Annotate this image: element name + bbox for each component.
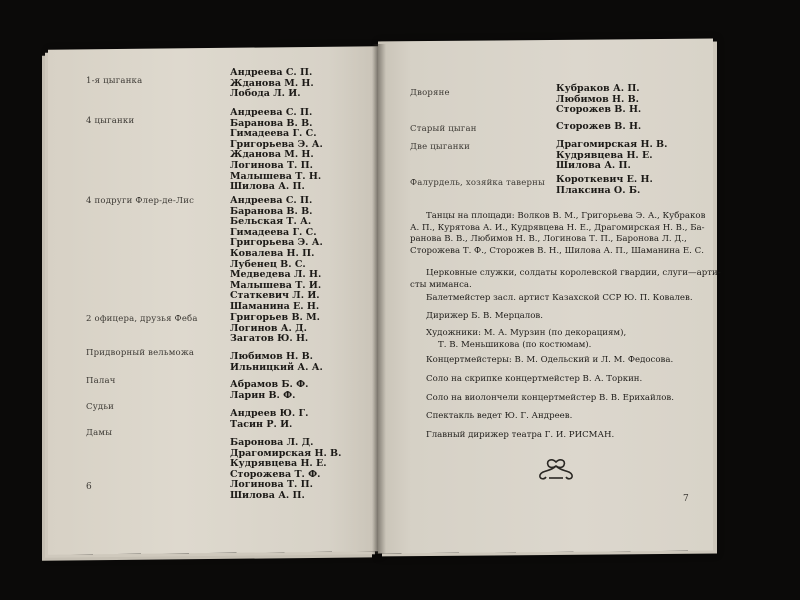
credits-paragraph (426, 328, 626, 351)
role-label: Придворный вельможа (86, 348, 195, 358)
role-label: Судьи (86, 402, 115, 412)
cast-name: Статкевич Л. И. (230, 290, 320, 302)
cast-name: Шаманина Е. Н. (230, 300, 320, 312)
role-label: Старый цыган (410, 124, 477, 134)
paragraph-line: А. П., Курятова А. И., Кудрявцева Н. Е., Драгомирская Н. В., Ба- (410, 222, 705, 233)
cast-names (230, 68, 314, 100)
paragraph-line: сты миманса. (410, 279, 472, 290)
cast-name: Шилова А. П. (230, 489, 305, 501)
cast-names (556, 84, 641, 116)
cast-name: Ларин В. Ф. (230, 389, 296, 401)
role-label: 4 подруги Флер-де-Лис (86, 196, 195, 206)
cast-name: Гимадеева Г. С. (230, 128, 317, 140)
paragraph-line: Сторожева Т. Ф., Сторожев В. Н., Шилова А. П., Шаманина Е. С. (410, 245, 704, 256)
cast-name: Любимов Н. В. (230, 351, 313, 362)
cast-name: Любимов Н. В. (556, 93, 639, 105)
role-label: Палач (86, 376, 116, 386)
cast-name: Тасин Р. И. (230, 418, 293, 430)
credits-line: Концертмейстеры: В. М. Одельский и Л. М. Федосова. (426, 355, 674, 365)
cast-name: Ковалева Н. П. (230, 247, 315, 259)
cast-names (230, 196, 323, 313)
cast-name: Плаксина О. Б. (556, 184, 641, 196)
cast-name: Шилова А. П. (556, 160, 631, 172)
credits-line: Соло на скрипке концертмейстер В. А. Торкин. (426, 374, 643, 384)
cast-name: Сторожева Т. Ф. (230, 468, 321, 480)
page-number: 7 (683, 494, 689, 504)
cast-name: Шилова А. П. (230, 181, 305, 193)
role-label: Дамы (86, 428, 113, 438)
cast-name: Медведева Л. Н. (230, 269, 322, 281)
paragraph-line: Церковные служки, солдаты королевской гвардии, слуги—арти- (426, 268, 721, 278)
cast-name: Короткевич Е. Н. (556, 174, 653, 185)
paragraph-line: Художники: М. А. Мурзин (по декорациям), (426, 328, 627, 338)
cast-names (230, 352, 323, 373)
cast-name: Баронова Л. Д. (230, 437, 314, 448)
book-gutter (372, 44, 386, 554)
role-label: Фалурдель, хозяйка таверны (410, 178, 545, 188)
page-number: 6 (86, 482, 92, 492)
cast-name: Жданова М. Н. (230, 77, 314, 89)
cast-name: Малышева Т. И. (230, 279, 322, 291)
cast-name: Сторожев В. Н. (556, 121, 642, 132)
credits-line: Спектакль ведет Ю. Г. Андреев. (426, 411, 573, 421)
credits-line: Соло на виолончели концертмейстер В. В. Ерихайлов. (426, 393, 674, 403)
cast-name: Гимадеева Г. С. (230, 226, 317, 238)
cast-name: Драгомирская Н. В. (556, 139, 668, 150)
cast-name: Логинова Т. П. (230, 159, 313, 171)
role-label: 2 офицера, друзья Феба (86, 314, 198, 324)
cast-name: Григорьев В. М. (230, 312, 320, 323)
cast-names (230, 438, 341, 502)
credits-line: Главный дирижер театра Г. И. РИСМАН. (426, 430, 615, 440)
cast-name: Логинов А. Д. (230, 322, 307, 334)
cast-name: Лубенец В. С. (230, 258, 306, 270)
role-label: Дворяне (410, 88, 450, 98)
cast-name: Андреев Ю. Г. (230, 408, 309, 419)
cast-name: Кубраков А. П. (556, 83, 640, 94)
cast-names (556, 140, 667, 172)
credits-line: Дирижер Б. В. Мерцалов. (426, 311, 543, 321)
cast-name: Загатов Ю. Н. (230, 333, 309, 345)
cast-names (230, 108, 323, 193)
paragraph-line: Т. В. Меньшикова (по костюмам). (438, 339, 592, 350)
credits-line: Балетмейстер засл. артист Казахской ССР Ю. П. Ковалев. (426, 293, 693, 303)
cast-name: Андреева С. П. (230, 195, 313, 206)
credits-paragraph (410, 211, 705, 257)
cast-names (230, 380, 308, 401)
cast-name: Кудрявцева Н. Е. (230, 458, 327, 470)
cast-name: Баранова В. В. (230, 117, 313, 129)
cast-names (230, 313, 320, 345)
paragraph-line: ранова В. В., Любимов Н. В., Логинова Т. П., Баронова Л. Д., (410, 234, 687, 245)
cast-name: Андреева С. П. (230, 67, 313, 78)
cast-name: Кудрявцева Н. Е. (556, 149, 653, 161)
role-label: 4 цыганки (86, 116, 135, 126)
cast-name: Драгомирская Н. В. (230, 447, 342, 459)
cast-name: Ильницкий А. А. (230, 361, 323, 373)
cast-name: Малышева Т. Н. (230, 170, 322, 182)
cast-names (556, 175, 653, 196)
cast-name: Баранова В. В. (230, 205, 313, 217)
cast-name: Григорьева Э. А. (230, 138, 323, 150)
cast-name: Андреева С. П. (230, 107, 313, 118)
paragraph-line: Танцы на площади: Волков В. М., Григорьева Э. А., Кубраков (426, 211, 706, 221)
cast-names (556, 122, 641, 133)
role-label: 1-я цыганка (86, 76, 143, 86)
cast-name: Абрамов Б. Ф. (230, 379, 309, 390)
cast-name: Лобода Л. И. (230, 88, 301, 100)
cast-name: Григорьева Э. А. (230, 237, 323, 249)
cast-name: Бельская Т. А. (230, 216, 312, 228)
role-label: Две цыганки (410, 142, 471, 152)
credits-paragraph (410, 268, 721, 291)
floral-ornament-icon (536, 458, 576, 482)
cast-name: Логинова Т. П. (230, 479, 313, 491)
cast-name: Жданова М. Н. (230, 149, 314, 161)
cast-name: Сторожев В. Н. (556, 104, 642, 116)
cast-names (230, 409, 308, 430)
